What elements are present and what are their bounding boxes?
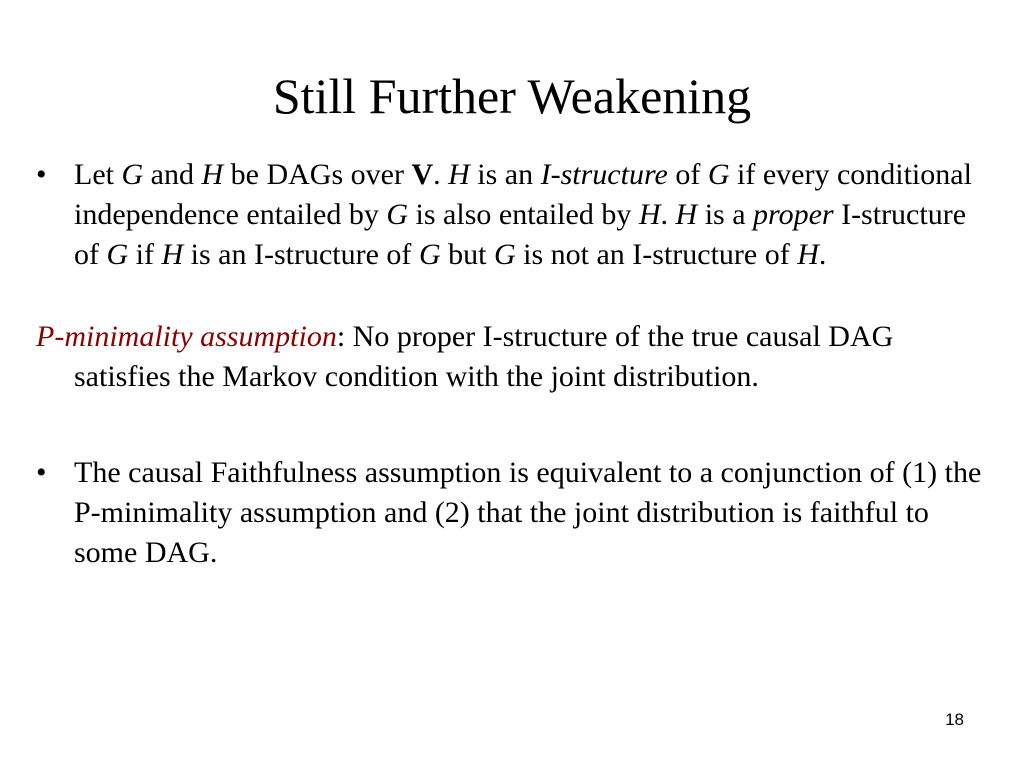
text-segment: . xyxy=(660,198,676,231)
p-minimality-paragraph xyxy=(36,317,986,397)
text-segment: if xyxy=(128,238,162,271)
text-segment: but xyxy=(440,238,494,271)
text-segment: is not an I-structure of xyxy=(515,238,798,271)
var-h: H xyxy=(161,238,184,271)
bullet-icon: • xyxy=(36,456,47,489)
term-proper: proper xyxy=(753,198,834,231)
slide-title: Still Further Weakening xyxy=(272,68,752,124)
p-minimality-text: : No proper I-structure of the true causal DAG satisfies the Markov condition with the joint distribution. xyxy=(74,320,894,393)
text-segment: and xyxy=(143,158,202,191)
var-h: H xyxy=(201,158,224,191)
var-h: H xyxy=(675,198,698,231)
text-segment: . xyxy=(433,158,449,191)
slide-body xyxy=(36,155,986,573)
var-g: G xyxy=(418,238,441,271)
var-g: G xyxy=(121,158,144,191)
text-segment: is an I-structure of xyxy=(183,238,419,271)
var-g: G xyxy=(106,238,129,271)
var-g: G xyxy=(707,158,730,191)
text-segment: . xyxy=(818,238,827,271)
spacer xyxy=(36,275,986,317)
page-number: 18 xyxy=(945,710,964,729)
var-h: H xyxy=(638,198,661,231)
faithfulness-text: The causal Faithfulness assumption is equivalent to a conjunction of (1) the P-minimality assumption and (2) that the joint distribution is faithful to some DAG. xyxy=(74,456,982,569)
p-minimality-term: P-minimality assumption xyxy=(36,320,337,353)
faithfulness-bullet xyxy=(36,453,986,573)
spacer xyxy=(36,397,986,453)
var-h: H xyxy=(448,158,470,191)
text-segment: I-structure of xyxy=(74,198,967,271)
var-h: H xyxy=(797,238,819,271)
text-segment: is a xyxy=(697,198,754,231)
var-v: V xyxy=(411,158,434,191)
bullet-icon: • xyxy=(36,158,47,191)
definition-bullet xyxy=(36,155,986,275)
var-g: G xyxy=(493,238,516,271)
text-segment: is an xyxy=(469,158,541,191)
text-segment: Let xyxy=(74,158,122,191)
var-g: G xyxy=(386,198,409,231)
term-i-structure: I-structure xyxy=(540,158,668,191)
text-segment: is also entailed by xyxy=(408,198,639,231)
text-segment: if every conditional independence entailed by xyxy=(74,158,972,231)
text-segment: be DAGs over xyxy=(223,158,412,191)
text-segment: of xyxy=(667,158,708,191)
